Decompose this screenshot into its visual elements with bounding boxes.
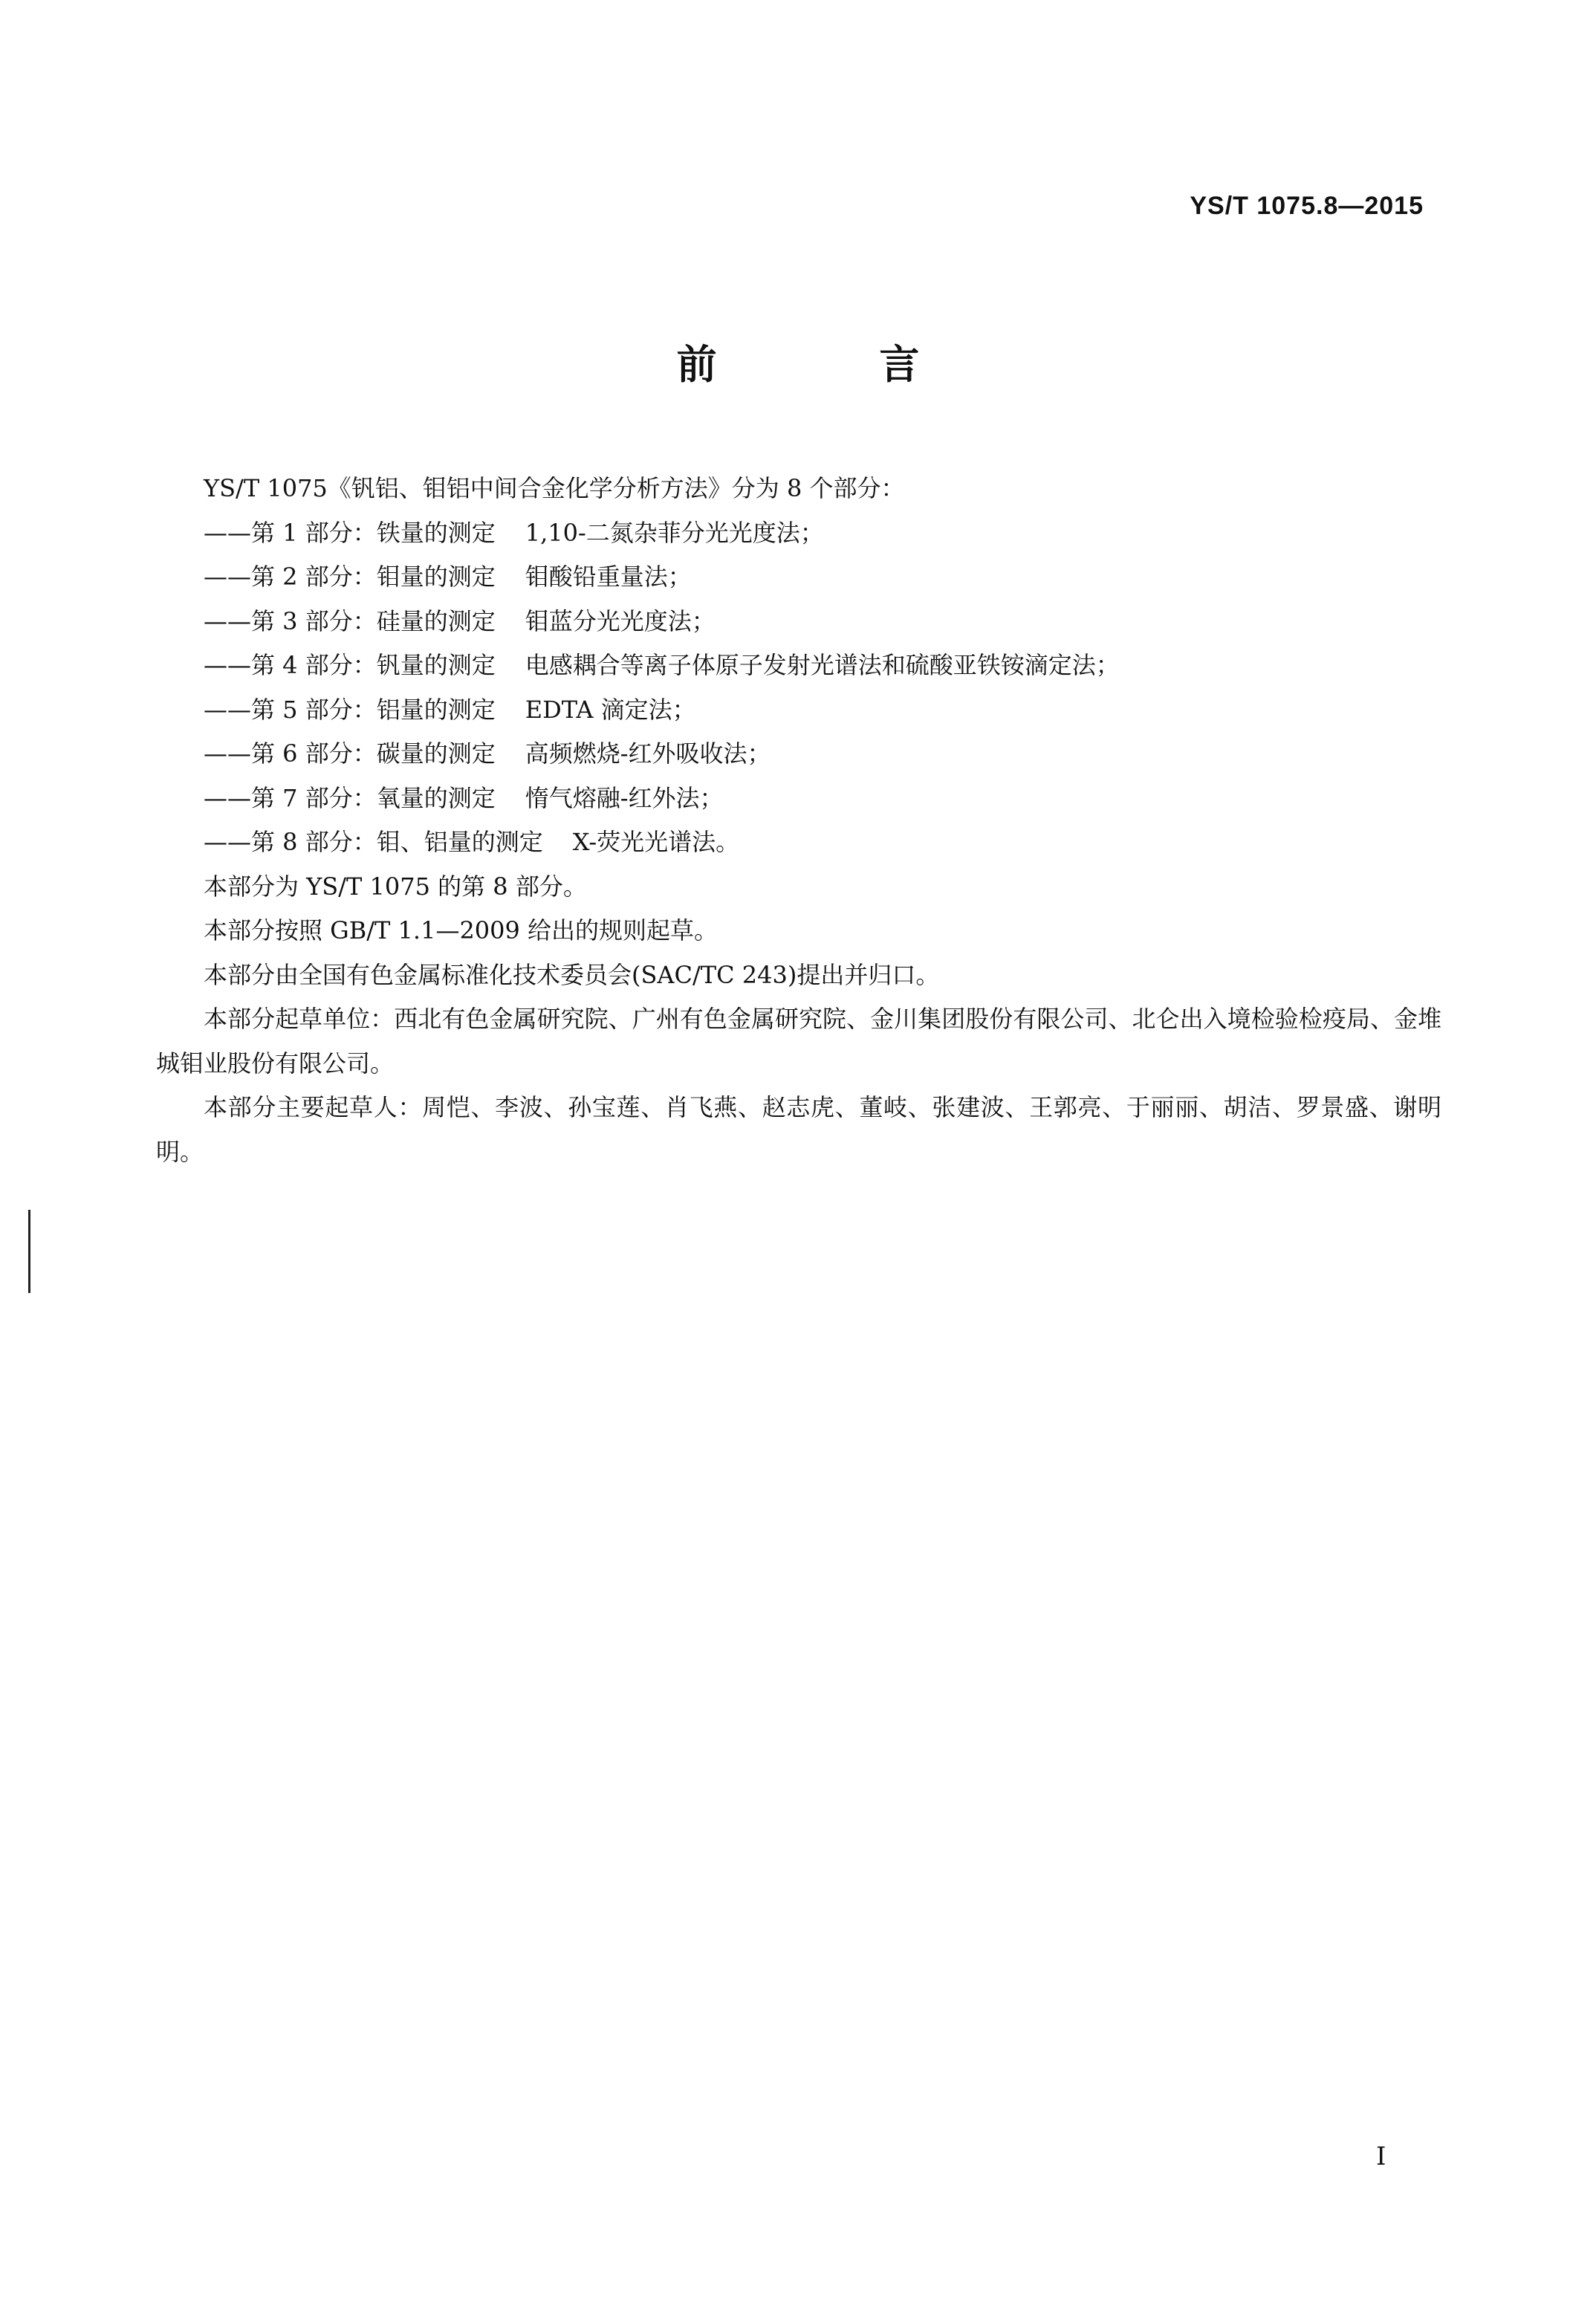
this-part-paragraph: 本部分为 YS/T 1075 的第 8 部分。 [204,872,587,901]
drafting-rules-paragraph: 本部分按照 GB/T 1.1—2009 给出的规则起草。 [204,916,718,944]
part-method: 1,10-二氮杂菲分光光度法； [525,518,824,547]
part-list-item [156,600,1441,644]
part-label: 第 5 部分：铝量的测定 [251,695,496,724]
part-method: 电感耦合等离子体原子发射光谱法和硫酸亚铁铵滴定法； [525,651,1120,679]
part-method: EDTA 滴定法； [525,695,696,724]
list-dash: —— [204,783,251,812]
part-list-item [156,688,1441,733]
part-list-item [156,511,1441,556]
page-title: 前 言 [676,341,994,388]
part-list-item [156,777,1441,821]
intro-paragraph: YS/T 1075《钒铝、钼铝中间合金化学分析方法》分为 8 个部分： [204,474,905,502]
main-drafters-paragraph: 本部分主要起草人：周恺、李波、孙宝莲、肖飞燕、赵志虎、董岐、张建波、王郭亮、于丽丽、胡洁、罗景盛、谢明明。 [156,1093,1441,1166]
drafting-units-paragraph: 本部分起草单位：西北有色金属研究院、广州有色金属研究院、金川集团股份有限公司、北仑出入境检验检疫局、金堆城钼业股份有限公司。 [156,1005,1441,1078]
part-list-item [156,732,1441,777]
part-label: 第 1 部分：铁量的测定 [251,518,496,547]
part-method: 钼酸铅重量法； [525,563,692,591]
part-label: 第 3 部分：硅量的测定 [251,606,496,635]
part-method: 钼蓝分光光度法； [525,606,716,635]
list-dash: —— [204,518,251,547]
part-label: 第 7 部分：氧量的测定 [251,783,496,812]
part-label: 第 8 部分：钼、铝量的测定 [251,828,543,856]
part-label: 第 4 部分：钒量的测定 [251,651,496,679]
list-dash: —— [204,828,251,856]
part-list-item [156,820,1441,865]
page-number: I [1376,2142,1386,2171]
list-dash: —— [204,563,251,591]
part-list-item [156,644,1441,688]
list-dash: —— [204,739,251,768]
part-method: X-荧光光谱法。 [572,828,740,856]
part-list-item [156,555,1441,600]
list-dash: —— [204,695,251,724]
list-dash: —— [204,606,251,635]
list-dash: —— [204,651,251,679]
part-label: 第 6 部分：碳量的测定 [251,739,496,768]
part-method: 高频燃烧-红外吸收法； [525,739,771,768]
part-method: 惰气熔融-红外法； [525,783,724,812]
standard-number: YS/T 1075.8—2015 [1190,192,1424,220]
proposed-by-paragraph: 本部分由全国有色金属标准化技术委员会(SAC/TC 243)提出并归口。 [204,960,940,989]
part-label: 第 2 部分：钼量的测定 [251,563,496,591]
margin-mark [28,1210,30,1293]
foreword-body [156,467,1441,1174]
